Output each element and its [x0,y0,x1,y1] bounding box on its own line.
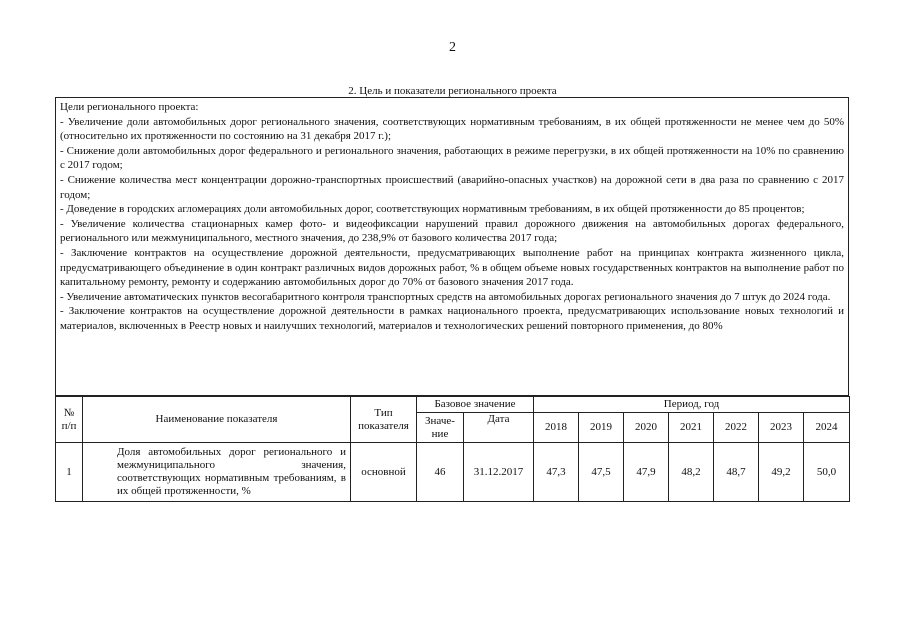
row-base-value: 46 [417,443,464,502]
row-value: 50,0 [804,443,850,502]
row-value: 49,2 [759,443,804,502]
goal-item: - Увеличение количества стационарных камер фото- и видеофиксации нарушений правил дорожного движения на автомобильных дорогах федерального, регионального или межмуниципального, местного значения, до 238,9% от базового количества 2017 года; [60,217,844,245]
header-row [56,397,850,413]
goal-item: - Увеличение автоматических пунктов весогабаритного контроля транспортных средств на автомобильных дорогах регионального значения до 7 штук до 2024 года. [60,290,831,303]
row-value: 47,3 [534,443,579,502]
section-title: 2. Цель и показатели регионального проекта [348,85,557,97]
goal-item: - Увеличение доли автомобильных дорог регионального значения, соответствующих нормативным требованиям, в их общей протяженности не менее чем до 50% (относительно их протяженности по состоянию на 31 декабря 2017 г.); [60,115,844,143]
row-num: 1 [56,443,83,502]
header-type-line2: показателя [358,419,409,432]
header-year: 2023 [759,413,804,443]
header-type-line1: Тип [374,406,393,419]
goals-box [55,97,849,396]
row-value: 48,2 [669,443,714,502]
header-year: 2021 [669,413,714,443]
header-base: Базовое значение [417,397,534,413]
row-type: основной [351,443,417,502]
header-base-value-line1: Значе- [425,414,455,427]
header-base-value-line2: ние [431,427,449,440]
header-year: 2024 [804,413,850,443]
header-name: Наименование показателя [83,397,351,443]
row-name: Доля автомобильных дорог регионального и межмуниципального значения, соответствующих нормативным требованиям, в их общей протяженности, % [83,443,351,502]
page-number: 2 [449,40,456,55]
row-value: 47,9 [624,443,669,502]
header-type [351,397,417,443]
row-base-date: 31.12.2017 [464,443,534,502]
header-num [56,397,83,443]
table-row [56,443,850,502]
header-base-value [417,413,464,443]
header-num-line1: № [63,406,75,419]
header-base-date: Дата [464,413,534,443]
header-year: 2022 [714,413,759,443]
row-value: 48,7 [714,443,759,502]
header-period: Период, год [534,397,850,413]
goals-heading: Цели регионального проекта: [60,101,199,113]
goal-item: - Снижение количества мест концентрации дорожно-транспортных происшествий (аварийно-опасных участков) на дорожной сети в два раза по сравнению с 2017 годом; [60,173,844,201]
header-year: 2018 [534,413,579,443]
goal-item: - Снижение доли автомобильных дорог федерального и регионального значения, работающих в режиме перегрузки, в их общей протяженности на 10% по сравнению с 2017 годом; [60,144,844,172]
header-year: 2019 [579,413,624,443]
header-year: 2020 [624,413,669,443]
indicators-table [55,396,850,502]
header-num-line2: п/п [61,419,77,432]
row-value: 47,5 [579,443,624,502]
goal-item: - Заключение контрактов на осуществление дорожной деятельности, предусматривающих выполнение работ на принципах контракта жизненного цикла, предусматривающего объединение в один контракт различных видов дорожных работ, % в общем объеме новых государственных контрактов на выполнение работ по капитальному ремонту, ремонту и содержанию автомобильных дорог до 70% от базового значения 2017 года. [60,246,844,289]
goal-item: - Заключение контрактов на осуществление дорожной деятельности в рамках национального проекта, предусматривающих использование новых технологий и материалов, включенных в Реестр новых и наилучших технологий, материалов и технологических решений повторного применения, до 80% [60,305,844,332]
goal-item: - Доведение в городских агломерациях доли автомобильных дорог, соответствующих нормативным требованиям, в их общей протяженности до 85 процентов; [60,203,805,216]
